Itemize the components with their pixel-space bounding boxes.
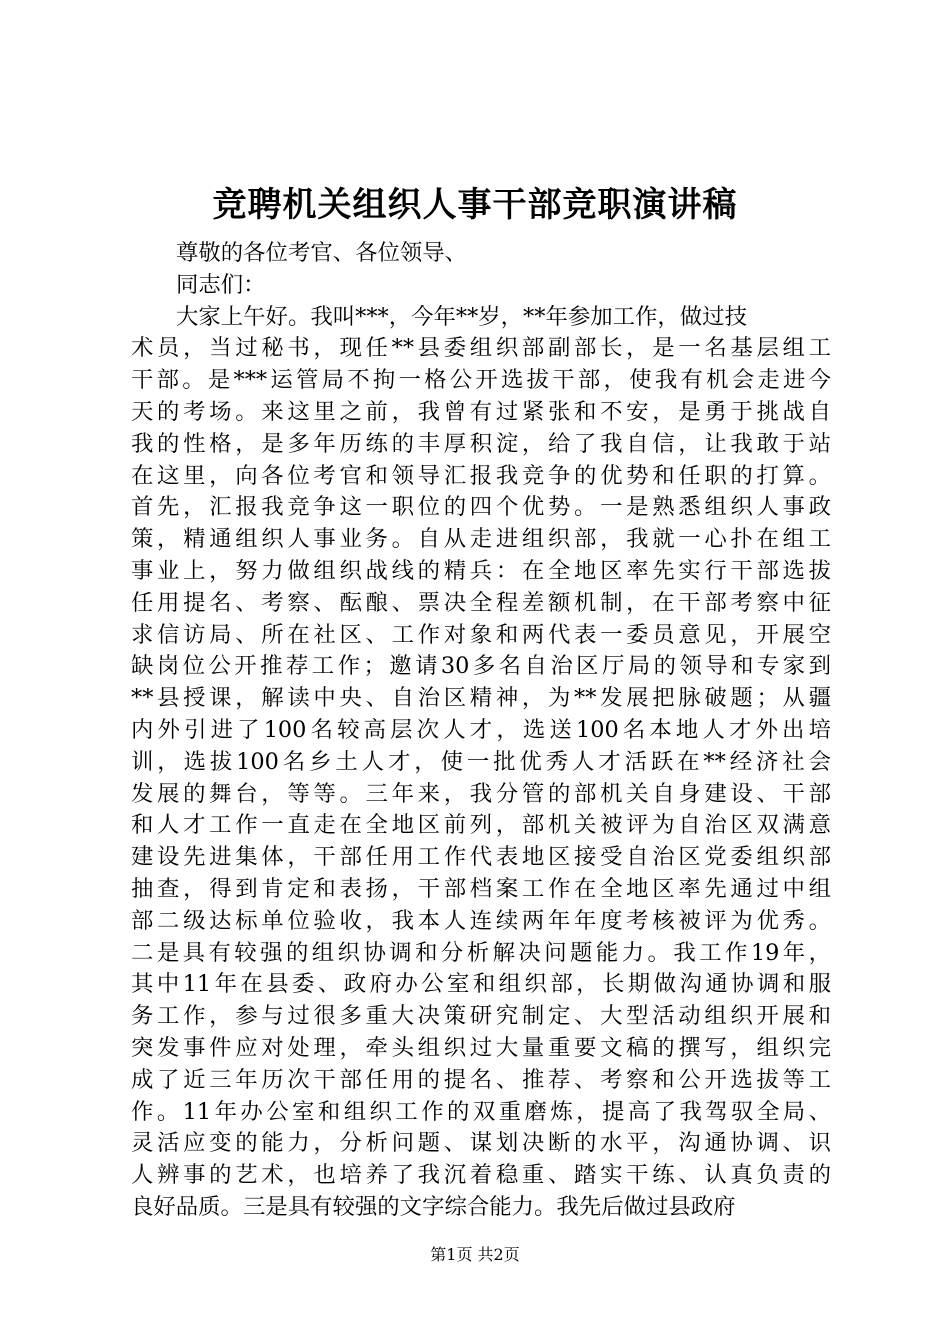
body-line: 大家上午好。我叫***，今年**岁，**年参加工作，做过技 [176, 303, 747, 330]
body-line: 突发事件应对处理，牵头组织过大量重要文稿的撰写，组织完 [131, 1034, 831, 1061]
body-line: 抽查，得到肯定和表扬，干部档案工作在全地区率先通过中组 [131, 875, 831, 902]
body-line: **县授课，解读中央、自治区精神，为**发展把脉破题；从疆 [131, 685, 831, 712]
body-line: 作。11年办公室和组织工作的双重磨炼，提高了我驾驭全局、 [131, 1098, 831, 1125]
body-line: 务工作，参与过很多重大决策研究制定、大型活动组织开展和 [131, 1003, 831, 1030]
body-line: 部二级达标单位验收，我本人连续两年年度考核被评为优秀。 [131, 907, 831, 934]
body-line: 首先，汇报我竞争这一职位的四个优势。一是熟悉组织人事政 [131, 494, 831, 521]
page-footer: 第1页 共2页 [430, 1245, 520, 1264]
body-line: 缺岗位公开推荐工作；邀请30多名自治区厅局的领导和专家到 [131, 653, 831, 680]
body-line: 求信访局、所在社区、工作对象和两代表一委员意见，开展空 [131, 621, 831, 648]
document-body [131, 238, 831, 1224]
body-line: 灵活应变的能力，分析问题、谋划决断的水平，沟通协调、识 [131, 1130, 831, 1157]
body-line: 天的考场。来这里之前，我曾有过紧张和不安，是勇于挑战自 [131, 398, 831, 425]
body-line: 我的性格，是多年历练的丰厚积淀，给了我自信，让我敢于站 [131, 430, 831, 457]
body-line: 任用提名、考察、酝酿、票决全程差额机制，在干部考察中征 [131, 589, 831, 616]
body-line: 训，选拔100名乡土人才，使一批优秀人才活跃在**经济社会 [131, 748, 831, 775]
body-line: 二是具有较强的组织协调和分析解决问题能力。我工作19年， [131, 939, 831, 966]
body-line: 策，精通组织人事业务。自从走进组织部，我就一心扑在组工 [131, 526, 831, 553]
body-line: 其中11年在县委、政府办公室和组织部，长期做沟通协调和服 [131, 971, 831, 998]
body-line: 干部。是***运管局不拘一格公开选拔干部，使我有机会走进今 [131, 367, 831, 394]
salutation-line-2: 同志们： [176, 271, 266, 298]
body-line: 发展的舞台，等等。三年来，我分管的部机关自身建设、干部 [131, 780, 831, 807]
body-line: 术员，当过秘书，现任**县委组织部副部长，是一名基层组工 [131, 335, 831, 362]
document-title: 竞聘机关组织人事干部竞职演讲稿 [212, 185, 738, 225]
body-line: 成了近三年历次干部任用的提名、推荐、考察和公开选拔等工 [131, 1066, 831, 1093]
body-line: 建设先进集体，干部任用工作代表地区接受自治区党委组织部 [131, 844, 831, 871]
body-line: 事业上，努力做组织战线的精兵：在全地区率先实行干部选拔 [131, 557, 831, 584]
salutation-line-1: 尊敬的各位考官、各位领导、 [176, 240, 468, 266]
body-line: 内外引进了100名较高层次人才，选送100名本地人才外出培 [131, 716, 831, 743]
body-line: 和人才工作一直走在全地区前列，部机关被评为自治区双满意 [131, 812, 831, 839]
body-line: 良好品质。三是具有较强的文字综合能力。我先后做过县政府 [131, 1193, 736, 1220]
body-line: 在这里，向各位考官和领导汇报我竞争的优势和任职的打算。 [131, 462, 831, 489]
body-line: 人辨事的艺术，也培养了我沉着稳重、踏实干练、认真负责的 [131, 1162, 831, 1189]
